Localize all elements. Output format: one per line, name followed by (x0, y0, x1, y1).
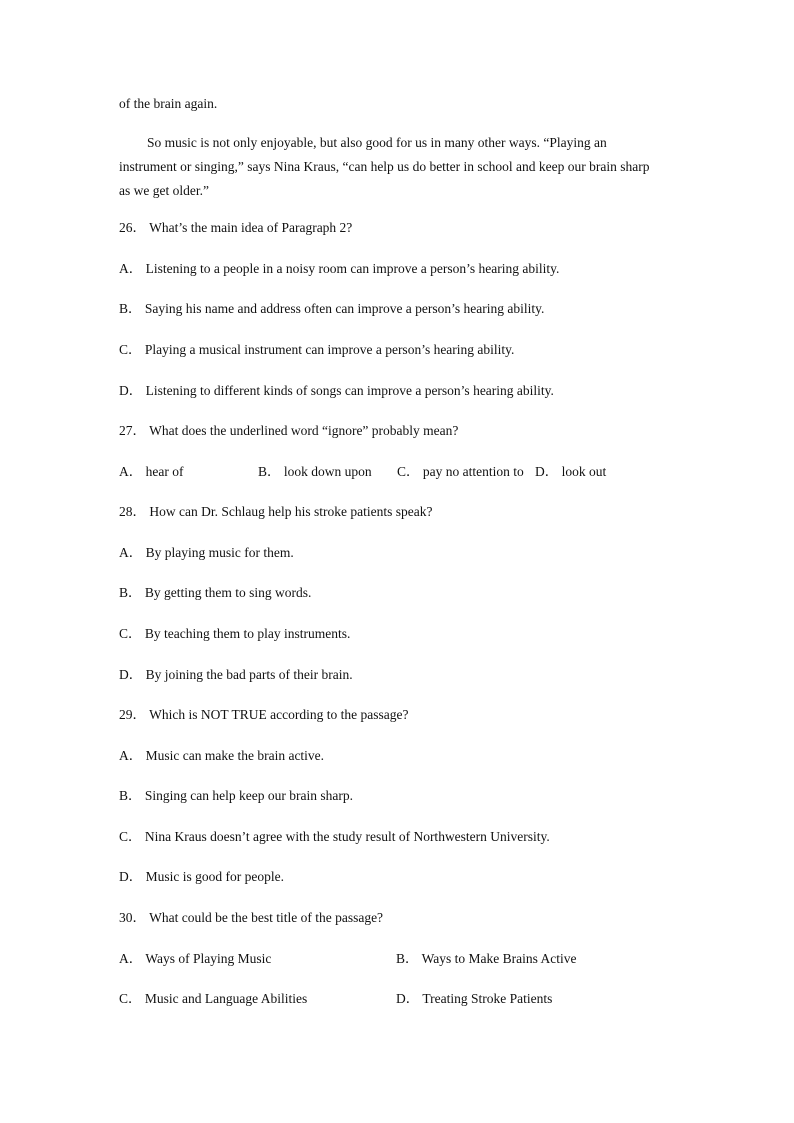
answer-option: B． look down upon (258, 464, 372, 479)
passage-paragraph-line: So music is not only enjoyable, but also good for us in many other ways. “Playing an (147, 135, 607, 150)
answer-option: B． By getting them to sing words. (119, 585, 312, 600)
answer-option: B． Ways to Make Brains Active (396, 951, 577, 966)
question-stem: 29． Which is NOT TRUE according to the passage? (119, 707, 409, 722)
question-stem: 30． What could be the best title of the passage? (119, 910, 384, 925)
answer-option: D． look out (535, 464, 607, 479)
answer-option: C． By teaching them to play instruments. (119, 626, 351, 641)
answer-option: C． Playing a musical instrument can improve a person’s hearing ability. (119, 342, 515, 357)
question-stem: 27． What does the underlined word “ignore” probably mean? (119, 423, 459, 438)
answer-option: B． Singing can help keep our brain sharp. (119, 788, 353, 803)
passage-paragraph-line: instrument or singing,” says Nina Kraus, “can help us do better in school and keep our brain sharp (119, 159, 650, 174)
passage-continuation: of the brain again. (119, 96, 218, 111)
answer-option: D． Listening to different kinds of songs can improve a person’s hearing ability. (119, 383, 554, 398)
passage-paragraph-line: as we get older.” (119, 183, 209, 198)
answer-option: D． Treating Stroke Patients (396, 991, 553, 1006)
answer-option: A． By playing music for them. (119, 545, 294, 560)
answer-option: C． pay no attention to (397, 464, 524, 479)
answer-option: A． Listening to a people in a noisy room can improve a person’s hearing ability. (119, 261, 560, 276)
question-stem: 26． What’s the main idea of Paragraph 2? (119, 220, 353, 235)
answer-option: C． Nina Kraus doesn’t agree with the study result of Northwestern University. (119, 829, 550, 844)
question-stem: 28． How can Dr. Schlaug help his stroke patients speak? (119, 504, 433, 519)
answer-option: B． Saying his name and address often can improve a person’s hearing ability. (119, 301, 545, 316)
answer-option: A． Music can make the brain active. (119, 748, 325, 763)
answer-option: A． hear of (119, 464, 184, 479)
answer-option: C． Music and Language Abilities (119, 991, 308, 1006)
answer-option: D． Music is good for people. (119, 869, 284, 884)
answer-option: D． By joining the bad parts of their brain. (119, 667, 353, 682)
answer-option: A． Ways of Playing Music (119, 951, 272, 966)
